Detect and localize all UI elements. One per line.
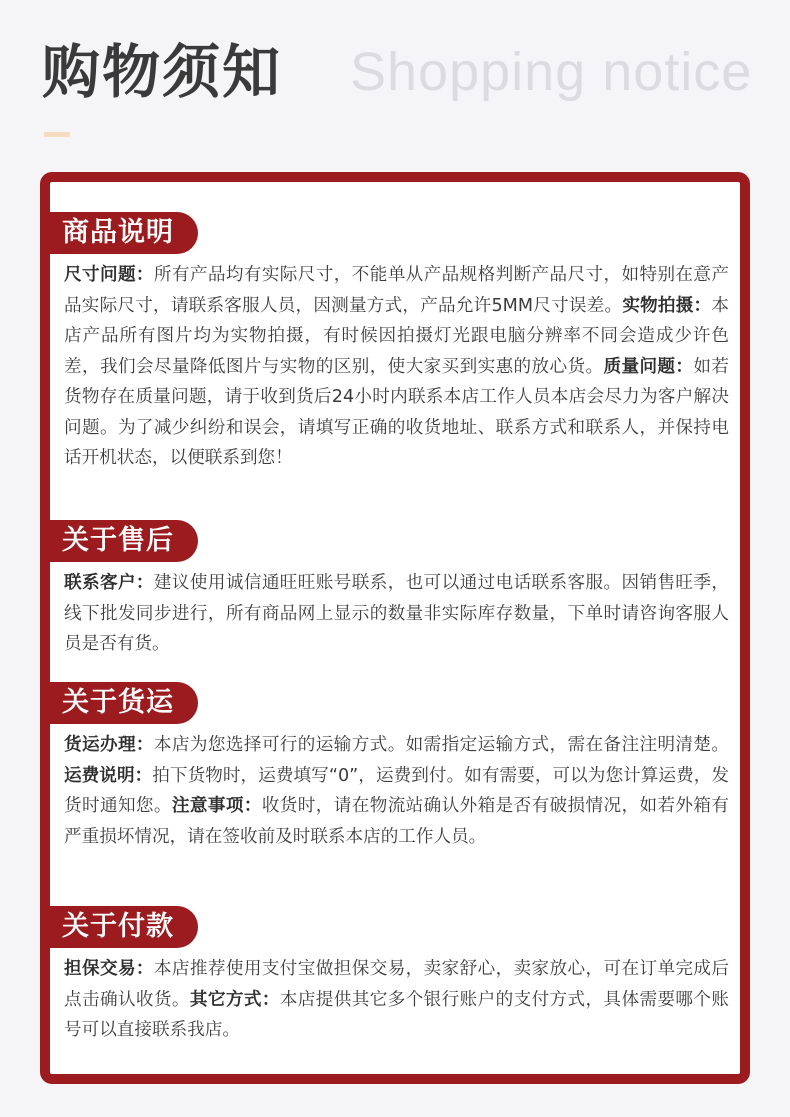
keyword-label: 其它方式：: [189, 989, 280, 1010]
keyword-label: 运费说明：: [64, 765, 153, 786]
keyword-label: 担保交易：: [64, 959, 154, 979]
paragraph-text: 拍下货物时，运费填写“0”，运费到付。如有需要，可以为您计算运费，发货时通知您。: [64, 765, 729, 816]
section-title: 关于货运: [50, 682, 198, 724]
keyword-label: 实物拍摄：: [622, 295, 712, 316]
paragraph-text: 本店产品所有图片均为实物拍摄，有时候因拍摄灯光跟电脑分辨率不同会造成少许色差，我们会尽量降低图片与实物的区别，使大家买到实惠的放心货。: [64, 295, 729, 377]
paragraph-text: 如若货物存在质量问题，请于收到货后24小时内联系本店工作人员本店会尽力为客户解决问题。为了减少纠纷和误会，请填写正确的收货地址、联系方式和联系人，并保持电话开机状态，以便联系到您！: [64, 356, 729, 468]
section-title: 关于售后: [50, 520, 198, 562]
section-body: [64, 260, 729, 474]
paragraph-text: 建议使用诚信通旺旺账号联系，也可以通过电话联系客服。因销售旺季，线下批发同步进行，所有商品网上显示的数量非实际库存数量，下单时请咨询客服人员是否有货。: [64, 573, 729, 654]
section-body: [64, 568, 729, 660]
accent-dash: [44, 132, 70, 137]
notice-card: [40, 172, 750, 1084]
section-body: [64, 954, 729, 1046]
paragraph-text: 本店提供其它多个银行账户的支付方式，具体需要哪个账号可以直接联系我店。: [64, 989, 729, 1040]
keyword-label: 联系客户：: [64, 573, 154, 593]
paragraph-text: 收货时，请在物流站确认外箱是否有破损情况，如若外箱有严重损坏情况，请在签收前及时联系本店的工作人员。: [64, 796, 729, 847]
keyword-label: 尺寸问题：: [64, 265, 154, 285]
page-title: 购物须知: [42, 38, 283, 106]
paragraph-text: 本店为您选择可行的运输方式。如需指定运输方式，需在备注注明清楚。: [153, 735, 729, 755]
section-title: 商品说明: [50, 212, 198, 254]
keyword-label: 货运办理：: [64, 735, 154, 755]
section-body: [64, 730, 729, 852]
section-title: 关于付款: [50, 906, 198, 948]
keyword-label: 注意事项：: [171, 796, 262, 816]
paragraph-text: 本店推荐使用支付宝做担保交易，卖家舒心，卖家放心，可在订单完成后点击确认收货。: [64, 959, 729, 1010]
keyword-label: 质量问题：: [603, 356, 694, 377]
page-subtitle-english: Shopping notice: [350, 42, 753, 102]
paragraph-text: 所有产品均有实际尺寸，不能单从产品规格判断产品尺寸，如特别在意产品实际尺寸，请联系客服人员，因测量方式，产品允许5MM尺寸误差。: [64, 265, 729, 316]
